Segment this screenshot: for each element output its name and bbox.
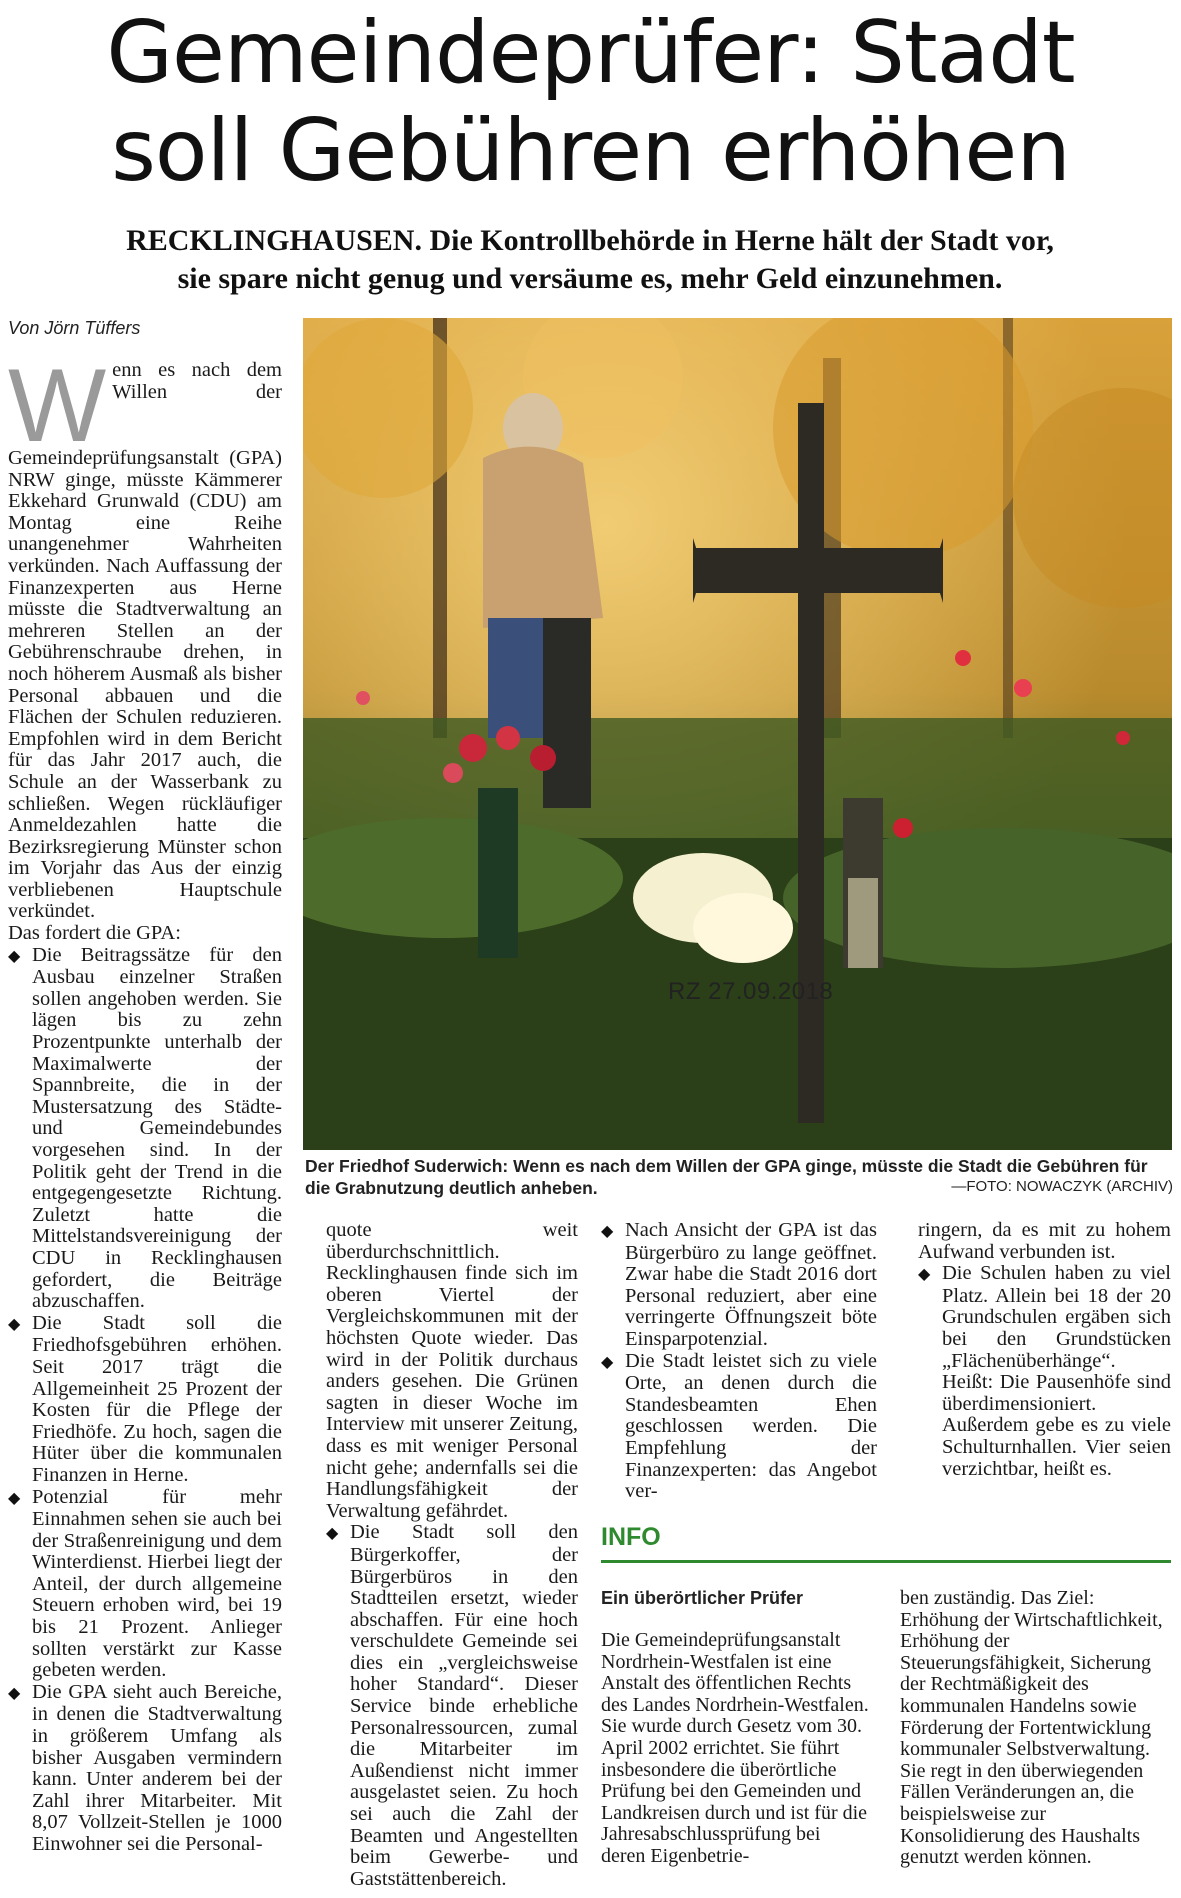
byline: Von Jörn Tüffers (8, 318, 141, 338)
diamond-bullet-icon: ◆ (8, 1489, 21, 1507)
article-column-4 (918, 1220, 1171, 1480)
info-box-heading: Ein überörtlicher Prüfer (601, 1588, 804, 1608)
subheadline-line-2: sie spare nicht genug und versäume es, mehr Geld einzunehmen. (177, 262, 1003, 295)
bullet-item: ◆ Die Stadt soll den Bürgerkoffer, der Bürgerbüros in den Stadtteilen ersetzt, wieder abschaffen. Für eine hoch verschuldete Gemeinde sei dies ein „vergleichsweise hoher Standard“. Dieser Service binde erhebliche Personalressourcen, zumal die Mitarbeiter im Außendienst nicht immer ausgelastet seien. Zu hoch sei auch die Zahl der Beamten und Angestellten beim Gewerbe- und Gaststättenbereich. (326, 1521, 578, 1890)
cemetery-photo (303, 318, 1172, 1150)
subheadline (40, 222, 1140, 298)
headline (0, 4, 1181, 200)
bullet-item: ◆ Nach Ansicht der GPA ist das Bürgerbüro zu lange geöffnet. Zwar habe die Stadt 2016 dort Personal reduziert, aber eine verringerte Öffnungszeit böte Einsparpotenzial. (601, 1219, 877, 1350)
info-box-label: INFO (601, 1523, 661, 1551)
diamond-bullet-icon: ◆ (918, 1266, 931, 1284)
diamond-bullet-icon: ◆ (8, 1684, 21, 1702)
bullet-item: ◆ Die Stadt soll die Friedhofsgebühren erhöhen. Seit 2017 trägt die Allgemeinheit 25 Prozent der Kosten für die Pflege der Friedhöfe. Zu hoch, sagen die Hüter über die kommunalen Finanzen in Herne. (8, 1311, 282, 1486)
column-text: ringern, da es mit zu hohem Aufwand verbunden ist. (918, 1219, 1171, 1263)
diamond-bullet-icon: ◆ (601, 1353, 614, 1371)
bullet-item: ◆ Potenzial für mehr Einnahmen sehen sie auch bei der Straßenreinigung und dem Winterdienst. Hierbei liegt der Anteil, der durch allgemeine Steuern erhoben wird, bei 19 bis 21 Prozent. Anlieger sollten verstärkt zur Kasse gebeten werden. (8, 1485, 282, 1682)
bullet-item: ◆ Die GPA sieht auch Bereiche, in denen die Stadtverwaltung in größerem Umfang als bisher Ausgaben vermindern kann. Unter anderem bei der Zahl ihrer Mitarbeiter. Mit 8,07 Vollzeit-Stellen je 1000 Einwohner sei die Personal- (8, 1680, 282, 1855)
headline-line-2: soll Gebühren erhöhen (111, 101, 1070, 201)
column-text: quote weit überdurchschnittlich. Recklinghausen finde sich im oberen Viertel der Vergleichskommunen mit der höchsten Quote wieder. Das wird in der Politik durchaus anders gesehen. Die Grünen sagten in dieser Woche im Interview mit unserer Zeitung, dass es mit weniger Personal nicht gehe; andernfalls sei die Handlungsfähigkeit der Verwaltung gefährdet. (326, 1219, 578, 1522)
diamond-bullet-icon: ◆ (601, 1223, 614, 1240)
drop-cap: W (8, 348, 107, 464)
bullet-item: ◆ Die Beitragssätze für den Ausbau einzelner Straßen sollen angehoben werden. Sie lägen bis zu zehn Prozentpunkte unterhalb der Maximalwerte der Spannbreite, die in der Mustersatzung des Städte- und Gemeindebundes vorgesehen sind. In der Politik geht der Trend in die entgegengesetzte Richtung. Zuletzt hatte die Mittelstandsvereinigung der CDU in Recklinghausen gefordert, die Beiträge abzuschaffen. (8, 943, 282, 1313)
bullet-item: ◆ Die Stadt leistet sich zu viele Orte, an denen durch die Standesbeamten Ehen geschlossen werden. Die Empfehlung der Finanzexperten: das Angebot ver- (601, 1349, 877, 1503)
photo-date-stamp: RZ 27.09.2018 (668, 978, 834, 1005)
headline-line-1: Gemeindeprüfer: Stadt (106, 3, 1075, 103)
article-column-3 (601, 1220, 877, 1503)
article-column-1 (8, 348, 282, 1856)
intro-line: Das fordert die GPA: (8, 922, 181, 945)
lead-paragraph (8, 348, 282, 923)
bullet-item: ◆ Die Schulen haben zu viel Platz. Allein bei 18 der 20 Grundschulen ergäben sich bei den Grundstücken „Flächenüberhänge“. Heißt: Die Pausenhöfe sind überdimensioniert. Außerdem gebe es zu viele Schulturnhallen. Vier seien verzichtbar, heißt es. (918, 1262, 1171, 1480)
info-box-column-2: ben zuständig. Das Ziel: Erhöhung der Wirtschaftlichkeit, Erhöhung der Steuerungsfähigkeit, Sicherung der Rechtmäßigkeit des kommunalen Handelns sowie Förderung der Fortentwicklung kommunaler Selbstverwaltung. Sie regt in den überwiegenden Fällen Veränderungen an, die beispielsweise zur Konsolidierung des Haushalts genutzt werden können. (900, 1587, 1163, 1869)
info-box-column-1: Die Gemeindeprüfungsanstalt Nordrhein-Westfalen ist eine Anstalt des öffentlichen Rechts des Landes Nordrhein-Westfalen. Sie wurde durch Gesetz vom 30. April 2002 errichtet. Sie führt insbesondere die überörtliche Prüfung bei den Gemeinden und Landkreisen durch und ist für die Jahresabschlussprüfung bei deren Eigenbetrie- (601, 1629, 869, 1867)
photo-caption: Der Friedhof Suderwich: Wenn es nach dem Willen der GPA ginge, müsste die Stadt die Gebühren für die Grabnutzung deutlich anheben. (305, 1156, 1148, 1198)
diamond-bullet-icon: ◆ (8, 947, 21, 965)
diamond-bullet-icon: ◆ (8, 1315, 21, 1333)
article-column-2 (326, 1220, 578, 1890)
diamond-bullet-icon: ◆ (326, 1525, 339, 1543)
lead-text: enn es nach dem Willen der Gemeindeprüfungsanstalt (GPA) NRW ginge, müsste Kämmerer Ekkehard Grunwald (CDU) am Montag eine Reihe unangenehmer Wahrheiten verkünden. Nach Auffassung der Finanzexperten aus Herne müsste die Stadtverwaltung an mehreren Stellen an der Gebührenschraube drehen, in noch höherem Ausmaß als bisher Personal abbauen und die Flächen der Schulen reduzieren. Empfohlen wird in dem Bericht für das Jahr 2017 auch, die Schule an der Wasserbank zu schließen. Wegen rückläufiger Anmeldezahlen hatte die Bezirksregierung Münster schon im Vorjahr das Aus der einzig verbliebenen Hauptschule verkündet. (8, 359, 282, 923)
subheadline-line-1: RECKLINGHAUSEN. Die Kontrollbehörde in Herne hält der Stadt vor, (126, 224, 1054, 257)
cemetery-photo-illustration (303, 318, 1172, 1150)
photo-credit: —FOTO: NOWACZYK (ARCHIV) (943, 1178, 1173, 1195)
